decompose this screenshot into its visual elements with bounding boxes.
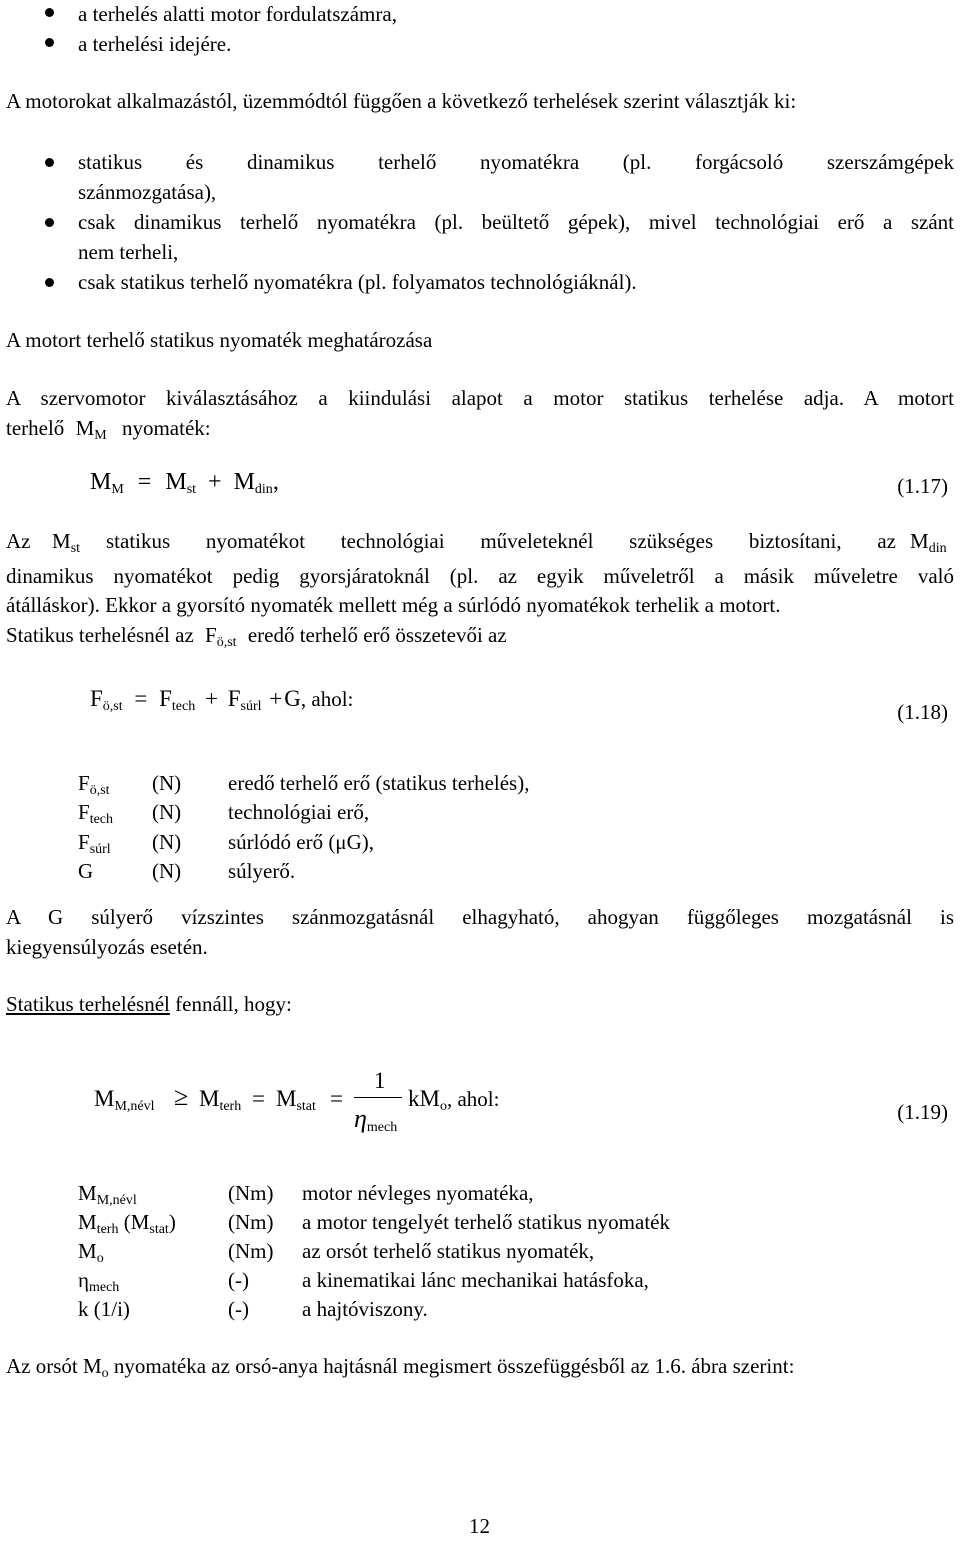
symbol: M xyxy=(165,469,187,495)
comma: , xyxy=(272,469,279,495)
definition-row xyxy=(78,828,878,857)
definition-description: az orsót terhelő statikus nyomaték, xyxy=(302,1239,595,1263)
symbol: M xyxy=(910,529,929,553)
symbol: G xyxy=(284,686,301,711)
definition-row xyxy=(78,798,878,827)
subscript: st xyxy=(186,482,197,497)
subscript: M xyxy=(111,482,124,497)
text: terhelő xyxy=(6,416,65,440)
paragraph-text: A G súlyerő vízszintes szánmozgatásnál elhagyható, ahogyan függőleges mozgatásnál is xyxy=(6,905,954,929)
bullet-text: nem terheli, xyxy=(78,240,179,264)
definition-row xyxy=(78,1237,938,1266)
definition-row xyxy=(78,857,878,886)
definition-row xyxy=(78,1295,938,1324)
math-symbol xyxy=(910,527,947,556)
bullet-dot xyxy=(45,278,54,287)
equals-sign: = xyxy=(137,469,152,495)
definition-unit: (N) xyxy=(152,800,182,824)
equals-sign: = xyxy=(134,686,148,711)
paragraph-text: A szervomotor kiválasztásához a kiindulási alapot a motor statikus terhelése adja. A motort xyxy=(6,386,954,410)
bullet-dot xyxy=(45,38,54,47)
underlined-text: Statikus terhelésnél xyxy=(6,992,170,1016)
bullet-text: a terhelési idejére. xyxy=(78,32,232,56)
subscript: mech xyxy=(88,1280,120,1295)
fraction-numerator: 1 xyxy=(374,1068,386,1093)
subscript: ö,st xyxy=(216,635,237,650)
definition-description: motor névleges nyomatéka, xyxy=(302,1181,534,1205)
symbol: k (1/i) xyxy=(78,1297,130,1321)
definition-description: súrlódó erő (μG), xyxy=(228,830,374,854)
symbol: F xyxy=(78,830,90,854)
text: , ahol: xyxy=(300,687,354,711)
definition-description: technológiai erő, xyxy=(228,800,370,824)
definition-symbol xyxy=(78,1208,176,1237)
subscript: súrl xyxy=(89,842,111,857)
subscript: tech xyxy=(89,812,114,827)
math-symbol xyxy=(52,527,80,556)
math-symbol xyxy=(75,416,107,443)
plus-sign: + xyxy=(205,686,218,711)
paragraph-text xyxy=(6,990,292,1019)
subscript: M,névl xyxy=(114,1099,155,1114)
subscript: M xyxy=(94,428,107,443)
math-symbol xyxy=(94,1084,155,1113)
definition-unit: (-) xyxy=(228,1268,249,1292)
definition-row xyxy=(78,1208,938,1237)
equals-sign: = xyxy=(330,1086,343,1111)
symbol: M xyxy=(419,1086,440,1111)
paragraph-text xyxy=(6,621,507,650)
bullet-text: csak statikus terhelő nyomatékra (pl. folyamatos technológiáknál). xyxy=(78,270,637,294)
plus-sign: + xyxy=(208,469,222,495)
paragraph-text: kiegyensúlyozás esetén. xyxy=(6,935,208,959)
symbol: k xyxy=(408,1086,420,1111)
symbol: M xyxy=(199,1086,220,1111)
definition-unit: (Nm) xyxy=(228,1239,274,1263)
symbol: F xyxy=(227,686,241,711)
symbol-extra: ) xyxy=(168,1210,176,1234)
subscript: o xyxy=(439,1099,447,1114)
subscript: din xyxy=(928,541,947,556)
definition-symbol xyxy=(78,1295,130,1324)
bullet-text: szánmozgatása), xyxy=(78,180,217,204)
definition-description: súlyerő. xyxy=(228,859,296,883)
symbol: M xyxy=(276,1086,297,1111)
symbol: F xyxy=(78,800,90,824)
equation-number: (1.17) xyxy=(897,474,948,498)
text: fennáll, hogy: xyxy=(169,992,292,1016)
fraction-denominator xyxy=(354,1104,397,1134)
equation-1-19 xyxy=(94,1068,694,1148)
subscript: tech xyxy=(171,699,196,714)
definition-unit: (Nm) xyxy=(228,1210,274,1234)
bullet-text: csak dinamikus terhelő nyomatékra (pl. beültető gépek), mivel technológiai erő a szánt xyxy=(78,210,954,234)
paragraph-text xyxy=(6,1352,794,1381)
definition-description: a hajtóviszony. xyxy=(302,1297,428,1321)
bullet-dot xyxy=(45,218,54,227)
definition-unit: (N) xyxy=(152,830,182,854)
equation-number: (1.19) xyxy=(897,1100,948,1124)
definition-description: eredő terhelő erő (statikus terhelés), xyxy=(228,771,530,795)
subscript: terh xyxy=(96,1222,119,1237)
equation-1-17 xyxy=(90,468,279,497)
paragraph-text: átálláskor). Ekkor a gyorsító nyomaték mellett még a súrlódó nyomatékok terhelik a motort. xyxy=(6,593,781,617)
fraction-bar xyxy=(354,1097,402,1098)
subscript: stat xyxy=(296,1099,316,1114)
symbol: M xyxy=(52,529,71,553)
definition-unit: (Nm) xyxy=(228,1181,274,1205)
definition-unit: (-) xyxy=(228,1297,249,1321)
symbol-extra: (M xyxy=(118,1210,150,1234)
text: nyomaték: xyxy=(121,416,211,440)
symbol: M xyxy=(78,1239,97,1263)
math-symbol xyxy=(408,1084,499,1114)
definition-symbol xyxy=(78,798,113,827)
definition-symbol xyxy=(78,857,93,886)
math-symbol xyxy=(205,623,237,650)
subscript: stat xyxy=(149,1222,169,1237)
math-symbol xyxy=(276,1084,316,1113)
section-heading: A motort terhelő statikus nyomaték meghatározása xyxy=(6,328,433,352)
intro-paragraph: A motorokat alkalmazástól, üzemmódtól függően a következő terhelések szerint választják ki: xyxy=(6,89,797,113)
subscript: din xyxy=(254,482,273,497)
paragraph-line xyxy=(6,527,954,556)
definition-row xyxy=(78,1266,938,1295)
text: eredő terhelő erő összetevői az xyxy=(247,623,507,647)
definition-symbol xyxy=(78,769,110,798)
symbol: M xyxy=(90,469,112,495)
text: Statikus terhelésnél az xyxy=(6,623,194,647)
bullet-text: a terhelés alatti motor fordulatszámra, xyxy=(78,2,397,26)
text: statikus nyomatékot technológiai műveleteknél szükséges biztosítani, az xyxy=(106,529,896,553)
subscript: súrl xyxy=(240,699,262,714)
equation-number: (1.18) xyxy=(897,700,948,724)
symbol: G xyxy=(78,859,94,883)
definition-symbol xyxy=(78,1179,137,1208)
subscript: st xyxy=(70,541,81,556)
symbol: M xyxy=(78,1210,97,1234)
symbol: F xyxy=(90,686,103,711)
bullet-text: statikus és dinamikus terhelő nyomatékra (pl. forgácsoló szerszámgépek xyxy=(78,150,954,174)
subscript: o xyxy=(101,1366,109,1381)
page-number: 12 xyxy=(469,1514,490,1538)
symbol: F xyxy=(159,686,172,711)
text: Az xyxy=(6,529,31,553)
subscript: o xyxy=(96,1251,104,1266)
symbol: F xyxy=(78,771,90,795)
text: nyomatéka az orsó-anya hajtásnál megismert összefüggésből az 1.6. ábra szerint: xyxy=(108,1354,795,1378)
symbol: M xyxy=(94,1086,115,1111)
definition-description: a motor tengelyét terhelő statikus nyomaték xyxy=(302,1210,670,1234)
subscript: ö,st xyxy=(102,699,123,714)
plus-sign: + xyxy=(269,686,283,711)
paragraph-text: dinamikus nyomatékot pedig gyorsjáratoknál (pl. az egyik műveletről a másik műveletre való xyxy=(6,564,954,588)
subscript: ö,st xyxy=(89,783,110,798)
subscript: mech xyxy=(366,1120,398,1135)
symbol: η xyxy=(354,1104,367,1133)
text: Az orsót M xyxy=(6,1354,102,1378)
symbol: M xyxy=(233,469,255,495)
definition-row xyxy=(78,1179,938,1208)
symbol: F xyxy=(205,623,217,647)
definition-unit: (N) xyxy=(152,771,182,795)
definition-symbol xyxy=(78,828,111,857)
subscript: terh xyxy=(219,1099,242,1114)
symbol: M xyxy=(78,1181,97,1205)
paragraph-text xyxy=(6,414,211,443)
math-symbol xyxy=(199,1084,241,1113)
bullet-dot xyxy=(45,8,54,17)
bullet-dot xyxy=(45,158,54,167)
greater-equal-sign: ≥ xyxy=(174,1082,189,1111)
equation-1-18 xyxy=(90,684,353,714)
text: , ahol: xyxy=(446,1087,500,1111)
definition-symbol xyxy=(78,1237,104,1266)
definition-symbol xyxy=(78,1266,119,1295)
definition-unit: (N) xyxy=(152,859,182,883)
definition-description: a kinematikai lánc mechanikai hatásfoka, xyxy=(302,1268,649,1292)
symbol: M xyxy=(75,416,95,440)
equals-sign: = xyxy=(252,1086,265,1111)
definition-row xyxy=(78,769,878,798)
symbol: η xyxy=(78,1268,89,1292)
subscript: M,névl xyxy=(96,1193,137,1208)
